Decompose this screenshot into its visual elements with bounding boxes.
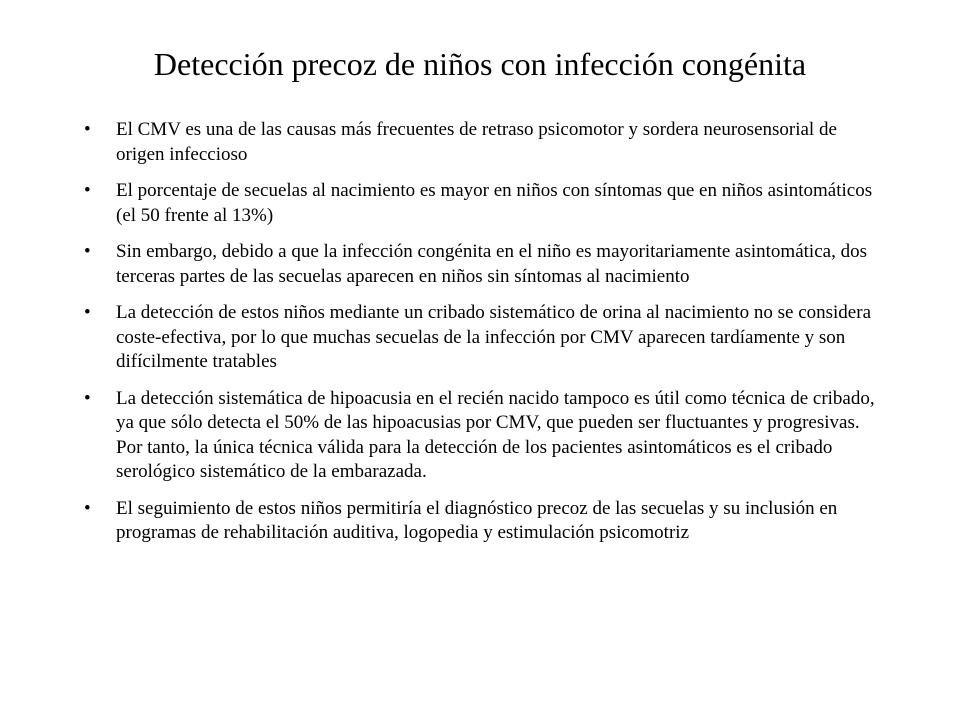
bullet-icon: • xyxy=(84,180,91,201)
bullet-icon: • xyxy=(84,302,91,323)
bullet-item xyxy=(84,179,884,228)
bullet-item xyxy=(84,301,884,375)
bullet-icon: • xyxy=(84,497,91,519)
bullet-icon: • xyxy=(84,387,91,409)
bullet-item xyxy=(84,118,884,167)
slide-title: Detección precoz de niños con infección congénita xyxy=(153,46,807,82)
bullet-text: El CMV es una de las causas más frecuentes de retraso psicomotor y sordera neurosensorial de origen infeccioso xyxy=(116,119,837,165)
bullet-item xyxy=(84,497,884,546)
bullet-text: Sin embargo, debido a que la infección congénita en el niño es mayoritariamente asintomática, dos terceras partes de las secuelas aparecen en niños sin síntomas al nacimiento xyxy=(116,241,867,287)
bullet-text: El seguimiento de estos niños permitiría el diagnóstico precoz de las secuelas y su inclusión en programas de rehabilitación auditiva, logopedia y estimulación psicomotriz xyxy=(116,497,838,543)
bullet-item xyxy=(84,240,884,289)
bullet-list xyxy=(84,118,884,558)
bullet-text: El porcentaje de secuelas al nacimiento es mayor en niños con síntomas que en niños asintomáticos (el 50 frente al 13%) xyxy=(116,180,873,226)
bullet-icon: • xyxy=(84,241,91,262)
bullet-text: La detección de estos niños mediante un cribado sistemático de orina al nacimiento no se considera coste-efectiva, por lo que muchas secuelas de la infección por CMV aparecen tardíamente y son difícilmente tratables xyxy=(116,302,871,372)
bullet-text: La detección sistemática de hipoacusia en el recién nacido tampoco es útil como técnica de cribado, ya que sólo detecta el 50% de las hipoacusias por CMV, que pueden ser fluctuantes y progresivas. Por tanto, la única técnica válida para la detección de los pacientes asintomáticos es el cribado serológico sistemático de la embarazada. xyxy=(116,387,875,482)
bullet-item xyxy=(84,387,884,485)
bullet-icon: • xyxy=(84,119,91,140)
